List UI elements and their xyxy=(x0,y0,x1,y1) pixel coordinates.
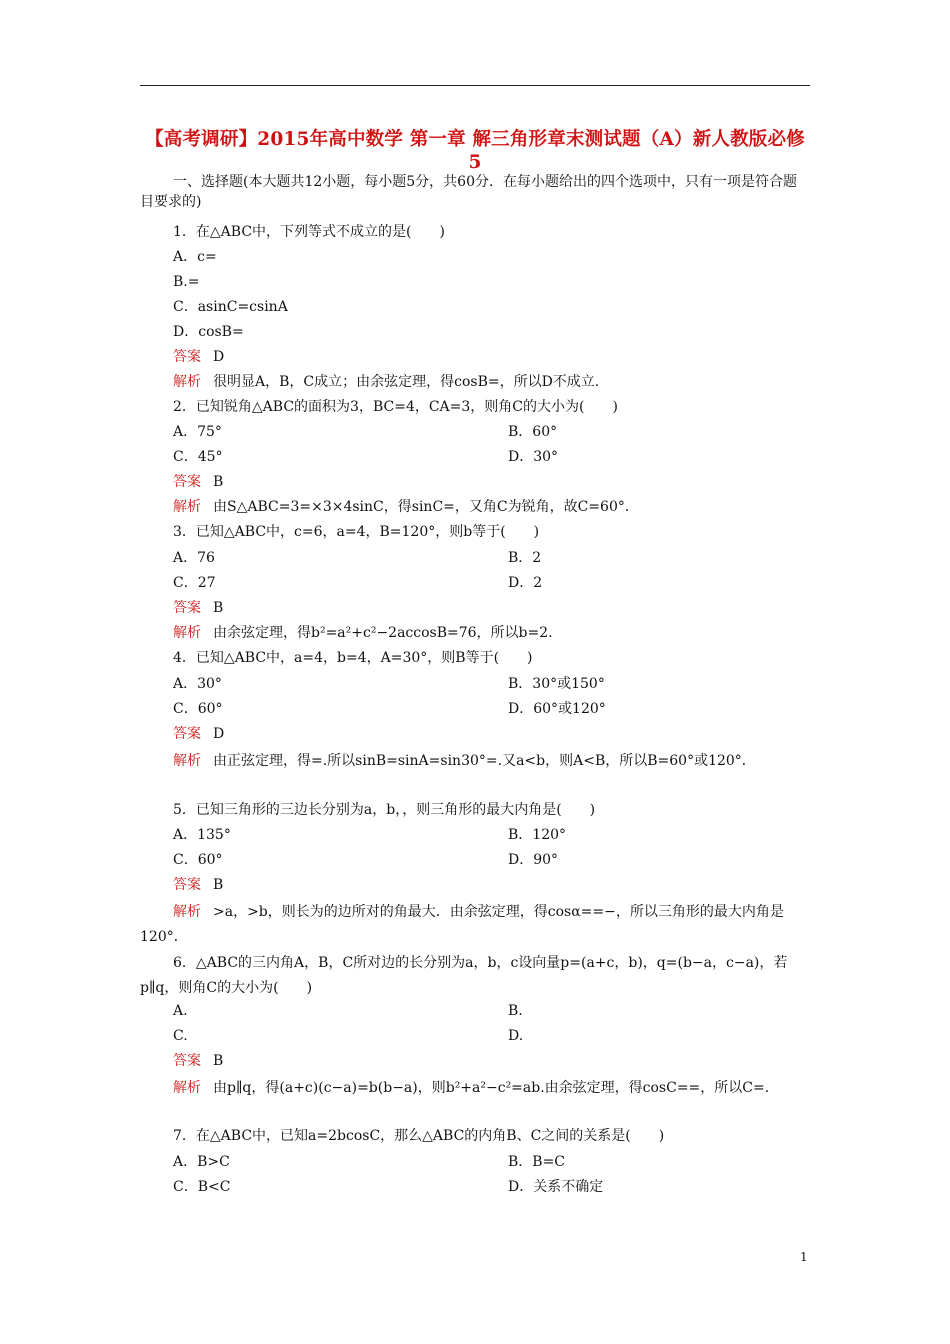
page-number: 1 xyxy=(800,1250,808,1264)
analysis-text: 很明显A，B，C成立；由余弦定理，得cosB=，所以D不成立. xyxy=(213,374,600,390)
question-3-options-row-1 xyxy=(173,548,542,568)
question-2-option-a: A．75° xyxy=(173,424,222,440)
question-3-analysis xyxy=(173,623,553,643)
question-7-option-a: A．B>C xyxy=(173,1154,230,1170)
analysis-label: 解析 xyxy=(173,1080,201,1096)
analysis-label: 解析 xyxy=(173,625,201,641)
question-1-option-b: B.= xyxy=(173,274,200,290)
question-5-answer xyxy=(173,875,223,895)
question-2-option-d: D．30° xyxy=(508,449,559,465)
answer-label: 答案 xyxy=(173,726,201,742)
question-6-answer xyxy=(173,1051,223,1071)
question-4-stem: 4．已知△ABC中，a=4，b=4，A=30°，则B等于( ) xyxy=(173,650,533,666)
question-2-answer xyxy=(173,472,223,492)
analysis-text: 由余弦定理，得b²=a²+c²−2accosB=76，所以b=2. xyxy=(213,625,553,641)
answer-value: B xyxy=(213,600,224,616)
question-2-option-c: C．45° xyxy=(173,449,223,465)
question-1-answer xyxy=(173,347,224,367)
analysis-label: 解析 xyxy=(173,904,201,920)
question-7-option-b: B．B=C xyxy=(508,1154,566,1170)
question-5-options-row-1 xyxy=(173,825,567,845)
question-1-stem: 1．在△ABC中，下列等式不成立的是( ) xyxy=(173,224,445,240)
question-4-analysis xyxy=(140,749,810,769)
answer-label: 答案 xyxy=(173,349,201,365)
question-3-options-row-2 xyxy=(173,573,543,593)
answer-value: B xyxy=(213,877,224,893)
question-1-analysis xyxy=(173,372,599,392)
question-7-option-d: D．关系不确定 xyxy=(508,1179,604,1195)
answer-value: D xyxy=(213,349,225,365)
question-1-option-a: A．c= xyxy=(173,249,217,265)
question-7-options-row-1 xyxy=(173,1152,566,1172)
question-5-option-b: B．120° xyxy=(508,827,567,843)
section-intro: 一、选择题(本大题共12小题，每小题5分，共60分．在每小题给出的四个选项中，只有一项是符合题目要求的) xyxy=(140,174,797,210)
question-4-option-b: B．30°或150° xyxy=(508,676,605,692)
analysis-label: 解析 xyxy=(173,374,201,390)
question-3-option-a: A．76 xyxy=(173,550,215,566)
question-6-option-a: A. xyxy=(173,1003,188,1019)
header-rule xyxy=(140,85,810,86)
question-5-stem: 5．已知三角形的三边长分别为a，b，，则三角形的最大内角是( ) xyxy=(173,802,596,818)
analysis-label: 解析 xyxy=(173,753,201,769)
question-2-stem: 2．已知锐角△ABC的面积为3，BC=4，CA=3，则角C的大小为( ) xyxy=(173,399,618,415)
question-2-option-b: B．60° xyxy=(508,424,558,440)
question-1-option-d: D．cosB= xyxy=(173,324,244,340)
analysis-text: 由p∥q，得(a+c)(c−a)=b(b−a)，则b²+a²−c²=ab.由余弦定理，得cosC==，所以C=. xyxy=(213,1080,770,1096)
question-4-answer xyxy=(173,724,224,744)
question-6-options-row-1 xyxy=(173,1001,523,1021)
question-6-options-row-2 xyxy=(173,1026,524,1046)
question-6-option-c: C. xyxy=(173,1028,188,1044)
question-6-analysis xyxy=(140,1076,810,1096)
answer-label: 答案 xyxy=(173,474,201,490)
question-4-option-c: C．60° xyxy=(173,701,223,717)
question-2-options-row-2 xyxy=(173,447,559,467)
analysis-text: >a，>b，则长为的边所对的角最大．由余弦定理，得cosα==−，所以三角形的最大内角是120°． xyxy=(140,904,784,945)
question-5-option-d: D．90° xyxy=(508,852,559,868)
question-6-option-d: D. xyxy=(508,1028,524,1044)
question-2-analysis xyxy=(173,497,639,517)
answer-value: B xyxy=(213,1053,224,1069)
question-4-option-d: D．60°或120° xyxy=(508,701,606,717)
answer-label: 答案 xyxy=(173,1053,201,1069)
question-3-option-b: B．2 xyxy=(508,550,542,566)
analysis-label: 解析 xyxy=(173,499,201,515)
question-5-analysis xyxy=(140,900,810,945)
question-7-option-c: C．B<C xyxy=(173,1179,231,1195)
answer-value: D xyxy=(213,726,225,742)
analysis-text: 由正弦定理，得=.所以sinB=sinA=sin30°=.又a<b，则A<B，所以B=60°或120°． xyxy=(213,753,756,769)
question-4-option-a: A．30° xyxy=(173,676,222,692)
question-7-stem: 7．在△ABC中，已知a=2bcosC，那么△ABC的内角B、C之间的关系是( ) xyxy=(173,1128,665,1144)
question-3-answer xyxy=(173,598,223,618)
answer-label: 答案 xyxy=(173,600,201,616)
question-7-options-row-2 xyxy=(173,1177,604,1197)
question-4-options-row-1 xyxy=(173,674,605,694)
question-6-stem: 6．△ABC的三内角A，B，C所对边的长分别为a，b，c设向量p=(a+c，b)，q=(b−a，c−a)，若p∥q，则角C的大小为( ) xyxy=(140,955,788,996)
question-5-option-c: C．60° xyxy=(173,852,223,868)
question-3-stem: 3．已知△ABC中，c=6，a=4，B=120°，则b等于( ) xyxy=(173,524,540,540)
analysis-text: 由S△ABC=3=×3×4sinC，得sinC=，又角C为锐角，故C=60°． xyxy=(213,499,639,515)
question-4-options-row-2 xyxy=(173,699,606,719)
question-3-option-d: D．2 xyxy=(508,575,543,591)
question-6-option-b: B. xyxy=(508,1003,523,1019)
answer-label: 答案 xyxy=(173,877,201,893)
question-3-option-c: C．27 xyxy=(173,575,216,591)
document-title: 【高考调研】2015年高中数学 第一章 解三角形章末测试题（A）新人教版必修5 xyxy=(145,129,805,173)
question-5-option-a: A．135° xyxy=(173,827,231,843)
question-1-option-c: C．asinC=csinA xyxy=(173,299,288,315)
question-5-options-row-2 xyxy=(173,850,559,870)
question-2-options-row-1 xyxy=(173,422,558,442)
answer-value: B xyxy=(213,474,224,490)
